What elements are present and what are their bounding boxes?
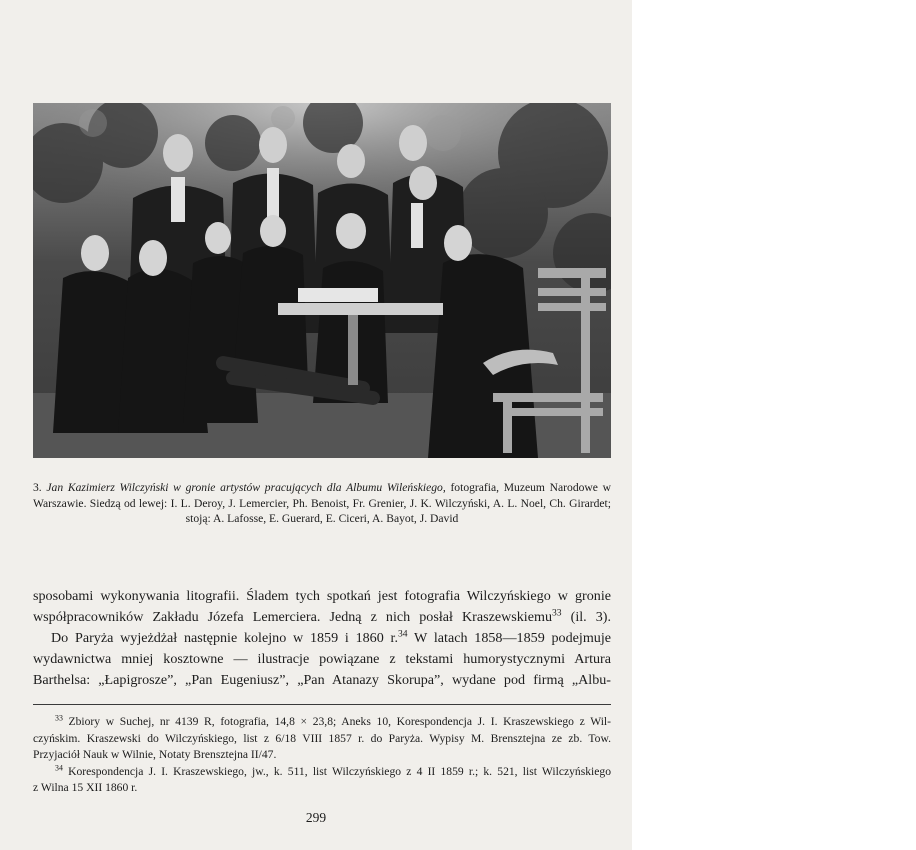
group-photograph bbox=[33, 103, 611, 458]
figure-caption bbox=[33, 480, 611, 527]
caption-text: fotografia, Muzeum Narodowe w Warszawie. Siedzą od lewej: I. L. Deroy, J. Lemercier, Ph. Benoist, Fr. Grenier, J. K. Wilczyński, A. L. Noel, Ch. Girardet; stoją: A. Lafosse, E. Guerard, E. Ciceri, A. Bayot, J. David bbox=[33, 481, 611, 525]
caption-title: Jan Kazimierz Wilczyński w gronie artystów pracujących dla Albumu Wileńskiego, bbox=[46, 481, 446, 494]
footnotes bbox=[33, 714, 611, 797]
footnote-33-line-1 bbox=[33, 714, 611, 731]
body-paragraph bbox=[33, 586, 611, 691]
body-line-3-text: Do Paryża wyjeżdżał następnie kolejno w 1859 i 1860 r. bbox=[51, 630, 398, 646]
body-line-2-tail: (il. 3). bbox=[561, 609, 612, 625]
footnote-33 bbox=[33, 714, 611, 764]
footnote-33-number: 33 bbox=[55, 713, 63, 723]
caption-number: 3. bbox=[33, 481, 42, 494]
footnote-34 bbox=[33, 764, 611, 797]
body-line-1: sposobami wykonywania litografii. Śladem tych spotkań jest fotografia Wilczyńskiego w gronie bbox=[33, 588, 611, 604]
footnote-34-number: 34 bbox=[55, 763, 63, 773]
footnote-ref-34[interactable]: 34 bbox=[397, 628, 408, 640]
footnote-33-line-3: Przyjaciół Nauk w Wilnie, Notaty Brensztejna II/47. bbox=[33, 748, 277, 761]
body-line-5: Barthelsa: „Łapigrosze”, „Pan Eugeniusz”, „Pan Atanazy Skorupa”, wydane pod firmą „Albu- bbox=[33, 672, 611, 688]
body-line-3 bbox=[33, 628, 611, 649]
footnote-34-text-1: Korespondencja J. I. Kraszewskiego, jw., k. 511, list Wilczyńskiego z 4 II 1859 r.; k. 521, list Wilczyńskiego bbox=[62, 764, 611, 778]
photograph-image bbox=[33, 103, 611, 458]
footnote-34-line-2: z Wilna 15 XII 1860 r. bbox=[33, 781, 138, 794]
body-line-4: wydawnictwa mniej kosztowne — ilustracje powiązane z tekstami humorystycznymi Artura bbox=[33, 651, 611, 667]
body-line-2 bbox=[33, 607, 611, 628]
footnote-33-text-1: Zbiory w Suchej, nr 4139 R, fotografia, 14,8 × 23,8; Aneks 10, Korespondencja J. I. Kraszewskiego z Wil- bbox=[62, 715, 611, 728]
footnote-ref-33[interactable]: 33 bbox=[552, 607, 562, 619]
footnote-34-line-1 bbox=[33, 764, 611, 781]
footnote-divider bbox=[33, 704, 611, 705]
body-line-3-tail: W latach 1858—1859 podejmuje bbox=[407, 630, 611, 646]
body-line-2-text: współpracowników Zakładu Józefa Lemerciera. Jedną z nich posłał Kraszewskiemu bbox=[33, 609, 552, 625]
footnote-33-line-2: czyńskim. Kraszewski do Wilczyńskiego, list z 6/18 VIII 1857 r. do Paryża. Wypisy M. Brensztejna ze zb. Tow. bbox=[33, 731, 611, 745]
page-number: 299 bbox=[305, 810, 327, 825]
